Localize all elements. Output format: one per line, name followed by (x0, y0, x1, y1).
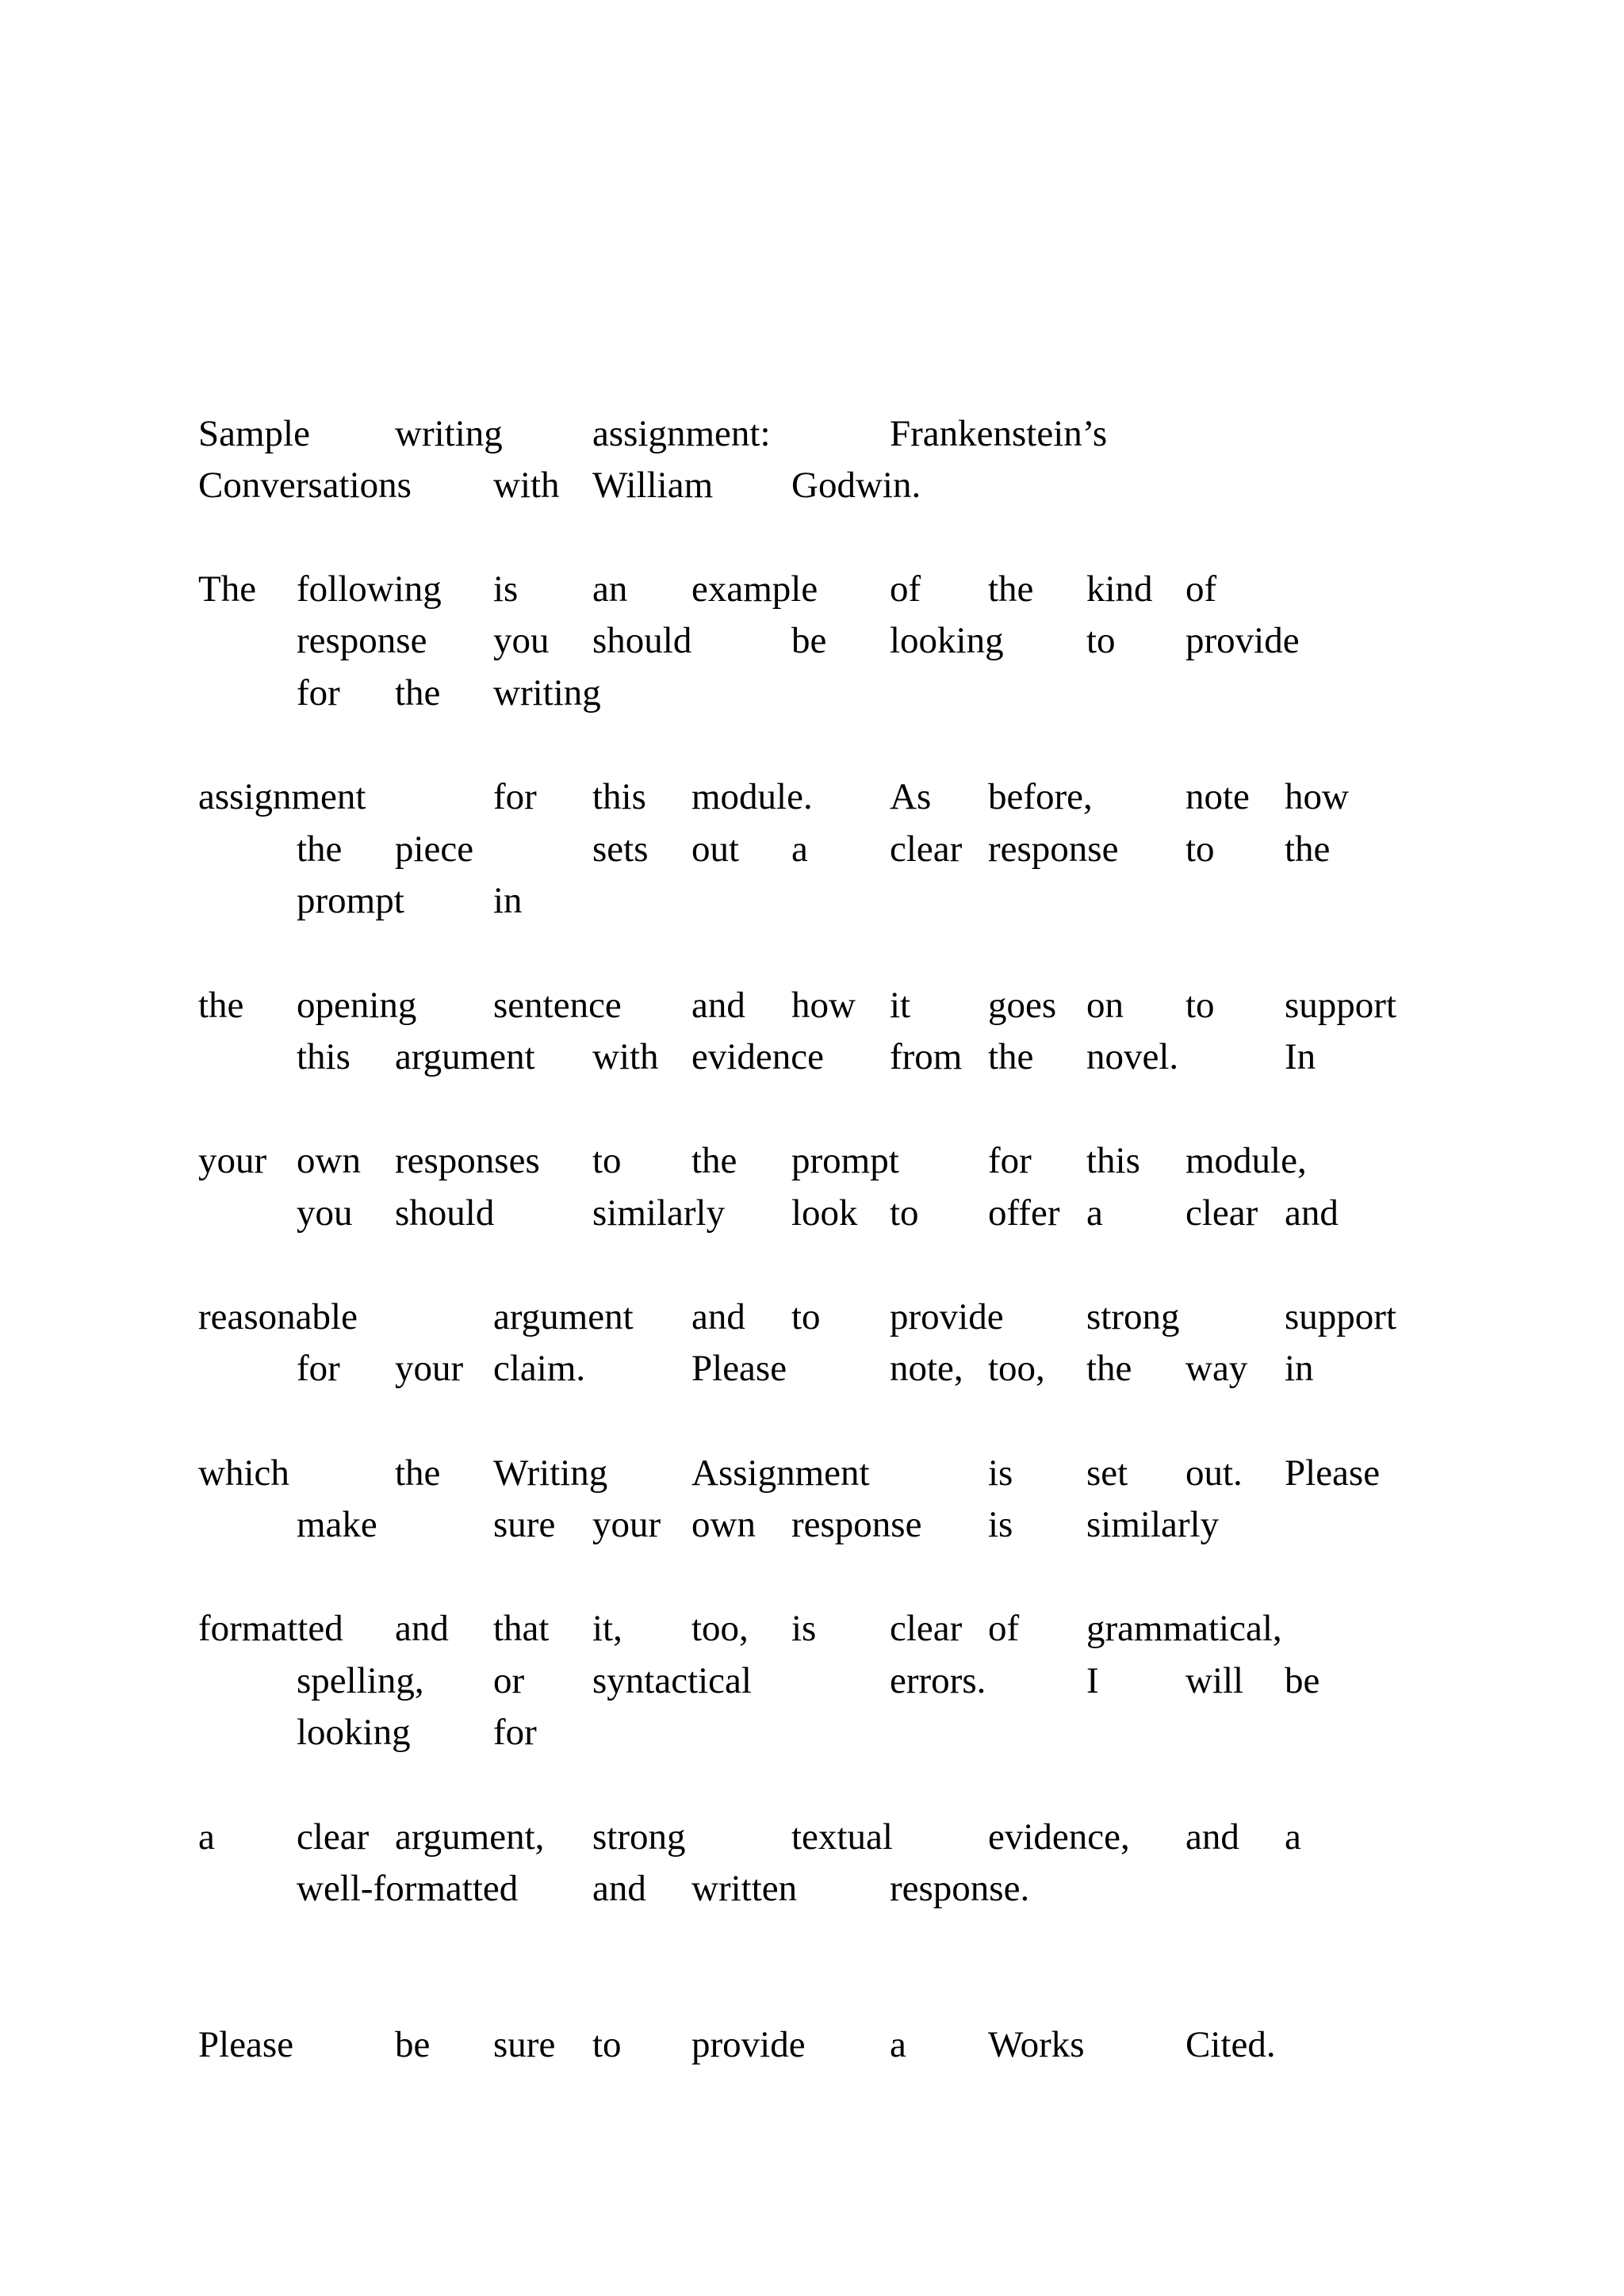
word: Works (988, 2024, 1085, 2065)
word: Please (691, 1348, 787, 1389)
word: is (493, 568, 519, 610)
word: The (198, 568, 257, 610)
word: will (1185, 1660, 1244, 1701)
word: Conversations (198, 465, 412, 506)
word: written (691, 1868, 798, 1909)
word: similarly (592, 1192, 726, 1234)
word: Assignment (691, 1452, 870, 1494)
word: similarly (1086, 1504, 1220, 1545)
word: and (1185, 1816, 1239, 1858)
word: Godwin. (791, 465, 921, 506)
word: to (890, 1192, 919, 1234)
word: is (988, 1504, 1013, 1545)
word: from (890, 1036, 963, 1077)
word: out. (1185, 1452, 1243, 1494)
word: reasonable (198, 1296, 358, 1337)
word: own (297, 1140, 361, 1181)
word: for (493, 776, 537, 817)
word: set (1086, 1452, 1128, 1494)
word: and (395, 1608, 449, 1649)
word: to (592, 1140, 622, 1181)
word: provide (1185, 620, 1300, 661)
word: which (198, 1452, 289, 1494)
word: in (1285, 1348, 1314, 1389)
word: and (1285, 1192, 1339, 1234)
word: this (297, 1036, 350, 1077)
word: writing (395, 413, 503, 454)
word: argument (395, 1036, 535, 1077)
word: Please (1285, 1452, 1381, 1494)
word: assignment: (592, 413, 771, 454)
word: clear (1185, 1192, 1258, 1234)
word: following (297, 568, 442, 610)
word: you (493, 620, 550, 661)
word: errors. (890, 1660, 986, 1701)
word: you (297, 1192, 353, 1234)
word: response (988, 828, 1119, 870)
word: to (592, 2024, 622, 2065)
word: opening (297, 985, 417, 1026)
word: for (297, 672, 340, 714)
word: an (592, 568, 628, 610)
word: be (791, 620, 827, 661)
word: a (791, 828, 808, 870)
word: in (493, 880, 523, 921)
word: responses (395, 1140, 540, 1181)
word: on (1086, 985, 1124, 1026)
word: syntactical (592, 1660, 752, 1701)
word: own (691, 1504, 756, 1545)
word: for (297, 1348, 340, 1389)
word: I (1086, 1660, 1099, 1701)
word: Cited. (1185, 2024, 1276, 2065)
word: this (1086, 1140, 1140, 1181)
word: spelling, (297, 1660, 424, 1701)
word: novel. (1086, 1036, 1179, 1077)
word: your (592, 1504, 661, 1545)
word: sentence (493, 985, 622, 1026)
word: a (890, 2024, 906, 2065)
word: be (395, 2024, 431, 2065)
word: prompt (791, 1140, 899, 1181)
word: Please (198, 2024, 294, 2065)
word: should (592, 620, 692, 661)
word: writing (493, 672, 601, 714)
word: evidence (691, 1036, 825, 1077)
word: offer (988, 1192, 1060, 1234)
word: is (791, 1608, 817, 1649)
word: note (1185, 776, 1250, 817)
word: looking (297, 1712, 411, 1753)
word: clear (297, 1816, 370, 1858)
word: textual (791, 1816, 893, 1858)
word: too, (988, 1348, 1045, 1389)
word: evidence, (988, 1816, 1130, 1858)
word: strong (592, 1816, 686, 1858)
word: to (1086, 620, 1116, 661)
word: how (1285, 776, 1349, 817)
word: argument (493, 1296, 634, 1337)
word: looking (890, 620, 1004, 661)
word: the (1285, 828, 1331, 870)
word: to (1185, 985, 1215, 1026)
word: a (1285, 1816, 1301, 1858)
word: provide (890, 1296, 1004, 1337)
word: is (988, 1452, 1013, 1494)
word: example (691, 568, 818, 610)
word: module. (691, 776, 813, 817)
word: a (1086, 1192, 1103, 1234)
word: goes (988, 985, 1057, 1026)
word: claim. (493, 1348, 586, 1389)
word: clear (890, 1608, 963, 1649)
word: and (691, 1296, 745, 1337)
word: and (691, 985, 745, 1026)
word: or (493, 1660, 525, 1701)
word: argument, (395, 1816, 545, 1858)
word: kind (1086, 568, 1153, 610)
word: Sample (198, 413, 310, 454)
word: it, (592, 1608, 622, 1649)
word: As (890, 776, 932, 817)
word: look (791, 1192, 858, 1234)
word: your (395, 1348, 464, 1389)
word: provide (691, 2024, 806, 2065)
word: it (890, 985, 911, 1026)
word: with (592, 1036, 659, 1077)
word: support (1285, 1296, 1396, 1337)
word: the (1086, 1348, 1132, 1389)
word: module, (1185, 1140, 1307, 1181)
word: well-formatted (297, 1868, 519, 1909)
word: sure (493, 1504, 556, 1545)
word: way (1185, 1348, 1248, 1389)
word: response (791, 1504, 922, 1545)
word: prompt (297, 880, 404, 921)
word: out (691, 828, 740, 870)
word: of (1185, 568, 1217, 610)
word: the (988, 1036, 1034, 1077)
word: Frankenstein’s (890, 413, 1108, 454)
word: before, (988, 776, 1093, 817)
word: for (988, 1140, 1032, 1181)
word: that (493, 1608, 550, 1649)
word: clear (890, 828, 963, 870)
word: to (1185, 828, 1215, 870)
word: the (988, 568, 1034, 610)
word: of (988, 1608, 1020, 1649)
word: response. (890, 1868, 1030, 1909)
word: how (791, 985, 856, 1026)
word: the (198, 985, 244, 1026)
word: strong (1086, 1296, 1180, 1337)
word: this (592, 776, 646, 817)
word: the (691, 1140, 737, 1181)
word: formatted (198, 1608, 343, 1649)
word: sets (592, 828, 649, 870)
word: piece (395, 828, 474, 870)
word: the (395, 672, 441, 714)
word: for (493, 1712, 537, 1753)
word: of (890, 568, 921, 610)
word: with (493, 465, 560, 506)
word: sure (493, 2024, 556, 2065)
word: assignment (198, 776, 366, 817)
word: too, (691, 1608, 749, 1649)
word: response (297, 620, 427, 661)
word: a (198, 1816, 215, 1858)
word: your (198, 1140, 267, 1181)
word: be (1285, 1660, 1320, 1701)
word: In (1285, 1036, 1316, 1077)
word: should (395, 1192, 495, 1234)
word: grammatical, (1086, 1608, 1282, 1649)
word: to (791, 1296, 821, 1337)
word: and (592, 1868, 646, 1909)
word: the (297, 828, 343, 870)
word: support (1285, 985, 1396, 1026)
word: William (592, 465, 714, 506)
word: the (395, 1452, 441, 1494)
word: make (297, 1504, 377, 1545)
word: Writing (493, 1452, 608, 1494)
word: note, (890, 1348, 963, 1389)
